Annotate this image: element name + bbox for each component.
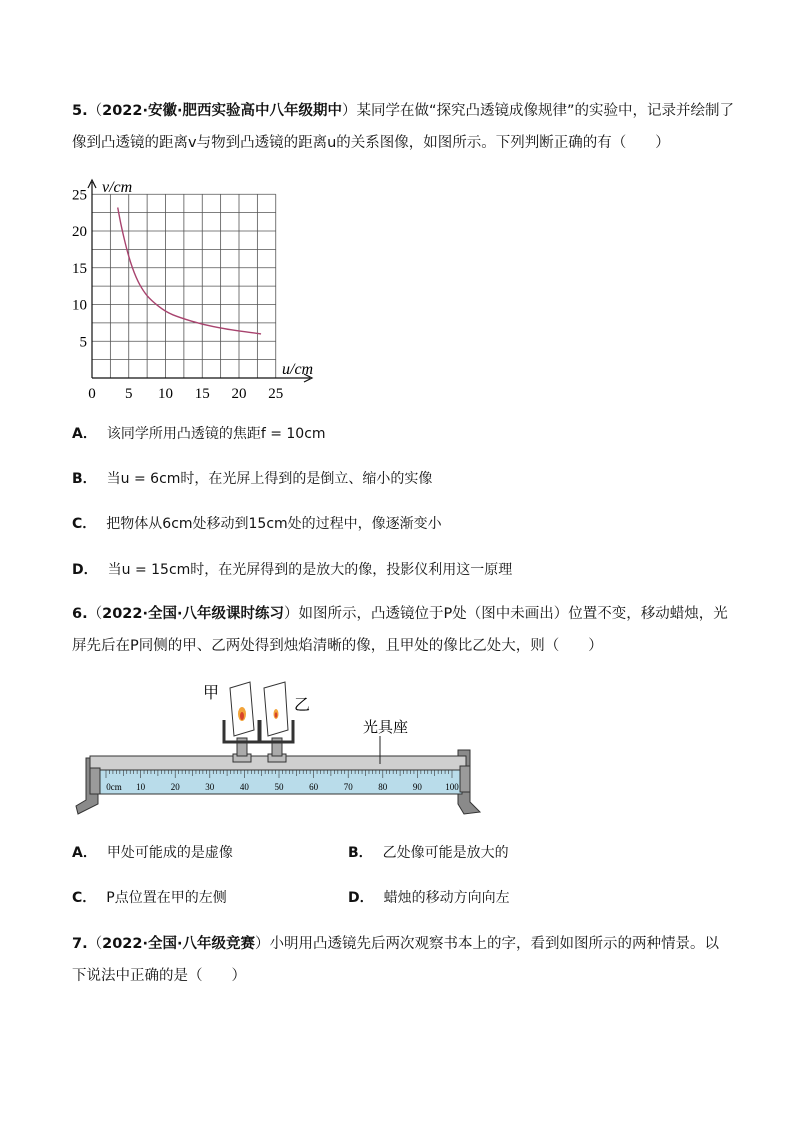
scale-label: 50	[274, 782, 284, 792]
scale-label: 10	[136, 782, 146, 792]
scale-label: 60	[309, 782, 319, 792]
q5-line1	[72, 101, 734, 121]
option-b-label: B．	[72, 471, 97, 487]
q7-line1	[72, 934, 719, 954]
x-tick-label: 20	[231, 386, 247, 402]
scale-label: 70	[343, 782, 353, 792]
scale-label: 100	[445, 782, 459, 792]
q5-option-a[interactable]	[72, 424, 326, 444]
x-tick-label: 15	[194, 386, 210, 402]
option-d-label: D．	[348, 890, 374, 906]
q5-chart	[70, 170, 340, 410]
q5-source-text: 2022·安徽·肥西实验高中八年级期中	[102, 103, 342, 119]
q5-option-c[interactable]	[72, 514, 442, 534]
q7-line2: 下说法中正确的是（ ）	[72, 968, 246, 984]
option-c-text: P点位置在甲的左侧	[106, 890, 227, 906]
x-tick-label: 0	[88, 386, 96, 402]
x-tick-label: 10	[158, 386, 173, 402]
x-tick-label: 25	[268, 386, 284, 402]
q6-text-part1: 如图所示，凸透镜位于P处（图中未画出）位置不变，移动蜡烛，光	[298, 606, 728, 622]
option-b-label: B．	[348, 845, 373, 861]
scale-label: 90	[412, 782, 422, 792]
scale-label: 30	[205, 782, 215, 792]
chart-series-line	[118, 207, 261, 333]
q6-option-c[interactable]	[72, 888, 227, 908]
chart-axes	[88, 180, 312, 382]
option-b-text: 当u = 6cm时，在光屏上得到的是倒立、缩小的实像	[106, 471, 433, 487]
option-a-label: A．	[72, 845, 97, 861]
chart-ticks	[72, 187, 283, 402]
scale-label: 20	[170, 782, 180, 792]
option-a-label: A．	[72, 426, 97, 442]
option-c-label: C．	[72, 890, 97, 906]
y-tick-label: 15	[72, 260, 87, 277]
q7-source: （2022·全国·八年级竞赛）	[87, 936, 270, 952]
option-c-label: C．	[72, 516, 97, 532]
option-a-text: 该同学所用凸透镜的焦距f = 10cm	[106, 426, 326, 442]
chart-grid	[92, 194, 276, 378]
q7-text-part1: 小明用凸透镜先后两次观察书本上的字，看到如图所示的两种情景。以	[269, 936, 719, 952]
screen-jia	[224, 682, 260, 762]
q5-option-d[interactable]	[72, 560, 512, 580]
option-d-text: 蜡烛的移动方向向左	[383, 890, 510, 906]
q6-option-a[interactable]	[72, 843, 233, 863]
q5-number: 5.	[72, 103, 88, 119]
q6-source-text: 2022·全国·八年级课时练习	[102, 606, 284, 622]
y-tick-label: 25	[72, 187, 87, 204]
scale-label: 0cm	[106, 782, 122, 792]
q6-line1	[72, 604, 728, 624]
q5-source: （2022·安徽·肥西实验高中八年级期中）	[87, 103, 357, 119]
screen-yi	[259, 682, 293, 762]
y-tick-label: 10	[72, 297, 87, 314]
chart-xlabel: u/cm	[282, 361, 314, 378]
scale-label: 40	[239, 782, 249, 792]
q6-option-b[interactable]	[348, 843, 509, 863]
label-yi: 乙	[294, 697, 311, 714]
y-tick-label: 5	[79, 334, 87, 351]
x-tick-label: 5	[125, 386, 133, 402]
chart-ylabel: v/cm	[102, 179, 133, 196]
optical-bench-figure	[72, 678, 492, 818]
scale-label: 80	[378, 782, 388, 792]
q6-line2: 屏先后在P同侧的甲、乙两处得到烛焰清晰的像，且甲处的像比乙处大，则（ ）	[72, 638, 603, 654]
q6-source: （2022·全国·八年级课时练习）	[87, 606, 299, 622]
option-d-text: 当u = 15cm时，在光屏得到的是放大的像，投影仪利用这一原理	[107, 562, 513, 578]
option-b-text: 乙处像可能是放大的	[382, 845, 509, 861]
bench-label: 光具座	[363, 720, 409, 736]
q5-text-part1: 某同学在做“探究凸透镜成像规律”的实验中，记录并绘制了	[356, 103, 735, 119]
q7-number: 7.	[72, 936, 88, 952]
q5-line2: 像到凸透镜的距离v与物到凸透镜的距离u的关系图像，如图所示。下列判断正确的有（ ）	[72, 135, 670, 151]
q6-number: 6.	[72, 606, 88, 622]
q6-option-d[interactable]	[348, 888, 510, 908]
q5-option-b[interactable]	[72, 469, 432, 489]
option-c-text: 把物体从6cm处移动到15cm处的过程中，像逐渐变小	[106, 516, 442, 532]
y-tick-label: 20	[72, 224, 87, 240]
label-jia: 甲	[203, 685, 220, 702]
q7-source-text: 2022·全国·八年级竞赛	[102, 936, 255, 952]
option-d-label: D．	[72, 562, 98, 578]
option-a-text: 甲处可能成的是虚像	[106, 845, 233, 861]
